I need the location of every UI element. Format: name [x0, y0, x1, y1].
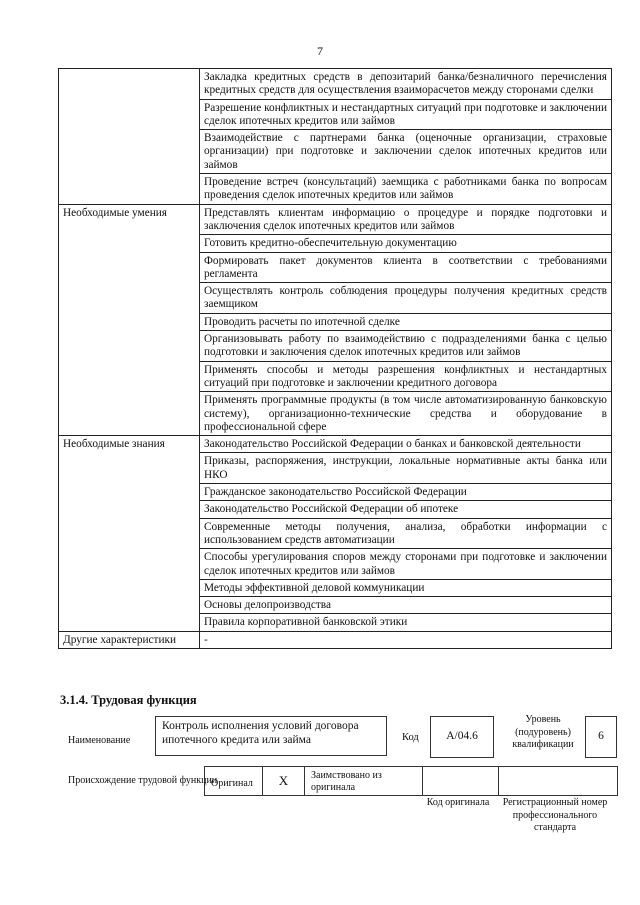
table-cell: Проведение встреч (консультаций) заемщика с работниками банка по вопросам проведения сделок ипотечных кредитов или займов	[200, 174, 612, 205]
function-name-box: Контроль исполнения условий договора ипотечного кредита или займа	[155, 716, 387, 756]
table-cell: Основы делопроизводства	[200, 597, 612, 614]
origin-row	[204, 766, 618, 796]
table-cell: Готовить кредитно-обеспечительную документацию	[200, 235, 612, 252]
table-cell: Гражданское законодательство Российской Федерации	[200, 484, 612, 501]
reg-number-label: Регистрационный номер профессионального стандарта	[502, 797, 608, 833]
table-cell: Формировать пакет документов клиента в соответствии с требованиями регламента	[200, 252, 612, 283]
labor-actions-table	[58, 68, 612, 649]
table-row	[59, 631, 612, 648]
table-cell: Разрешение конфликтных и нестандартных ситуаций при подготовке и заключении сделок ипотечных кредитов или займов	[200, 99, 612, 130]
level-box: 6	[585, 716, 617, 758]
table-cell: Представлять клиентам информацию о процедуре и порядке подготовки и заключения сделок ипотечных кредитов или займов	[200, 204, 612, 235]
page-number: 7	[317, 44, 323, 58]
table-cell: Методы эффективной деловой коммуникации	[200, 579, 612, 596]
table-row	[59, 69, 612, 100]
table-cell: Способы урегулирования споров между сторонами при подготовке и заключении сделок ипотечных кредитов или займов	[200, 549, 612, 580]
row-label: Другие характеристики	[59, 631, 200, 648]
table-row	[59, 436, 612, 453]
table-cell: Приказы, распоряжения, инструкции, локальные нормативные акты банка или НКО	[200, 453, 612, 484]
table-cell: Осуществлять контроль соблюдения процедуры получения кредитных средств заемщиком	[200, 283, 612, 314]
reg-number-cell	[499, 767, 617, 795]
original-label: Оригинал	[205, 767, 263, 795]
row-label	[59, 69, 200, 205]
table-cell: Законодательство Российской Федерации о банках и банковской деятельности	[200, 436, 612, 453]
table-cell: Закладка кредитных средств в депозитарий банка/безналичного перечисления кредитных средств для осуществления взаиморасчетов между сторонами сделки	[200, 69, 612, 100]
table-cell: Применять способы и методы разрешения конфликтных и нестандартных ситуаций при подготовке и заключении кредитного договора	[200, 361, 612, 392]
table-cell: -	[200, 631, 612, 648]
orig-code-label: Код оригинала	[426, 797, 490, 808]
table-row	[59, 204, 612, 235]
code-label: Код	[402, 732, 419, 743]
row-label: Необходимые умения	[59, 204, 200, 435]
table-cell: Проводить расчеты по ипотечной сделке	[200, 313, 612, 330]
origin-label: Происхождение трудовой функции	[68, 775, 218, 786]
table-cell: Взаимодействие с партнерами банка (оценочные организации, страховые организации) при подготовке и заключении сделок ипотечных кредитов или займов	[200, 130, 612, 174]
name-label: Наименование	[68, 735, 131, 746]
orig-code-cell	[423, 767, 499, 795]
table-cell: Организовывать работу по взаимодействию с подразделениями банка с целью подготовки и заключения сделок ипотечных кредитов или займов	[200, 331, 612, 362]
table-cell: Современные методы получения, анализа, обработки информации с использованием средств автоматизации	[200, 518, 612, 549]
code-box: A/04.6	[430, 716, 494, 758]
section-title: 3.1.4. Трудовая функция	[60, 693, 197, 707]
row-label: Необходимые знания	[59, 436, 200, 632]
borrowed-label: Заимствовано из оригинала	[305, 767, 423, 795]
original-mark: X	[263, 767, 305, 795]
table-cell: Правила корпоративной банковской этики	[200, 614, 612, 631]
table-cell: Применять программные продукты (в том числе автоматизированную банковскую систему), организационно-технические средства и оборудование в профессиональной сфере	[200, 392, 612, 436]
level-label: Уровень (подуровень) квалификации	[512, 714, 574, 750]
table-cell: Законодательство Российской Федерации об ипотеке	[200, 501, 612, 518]
